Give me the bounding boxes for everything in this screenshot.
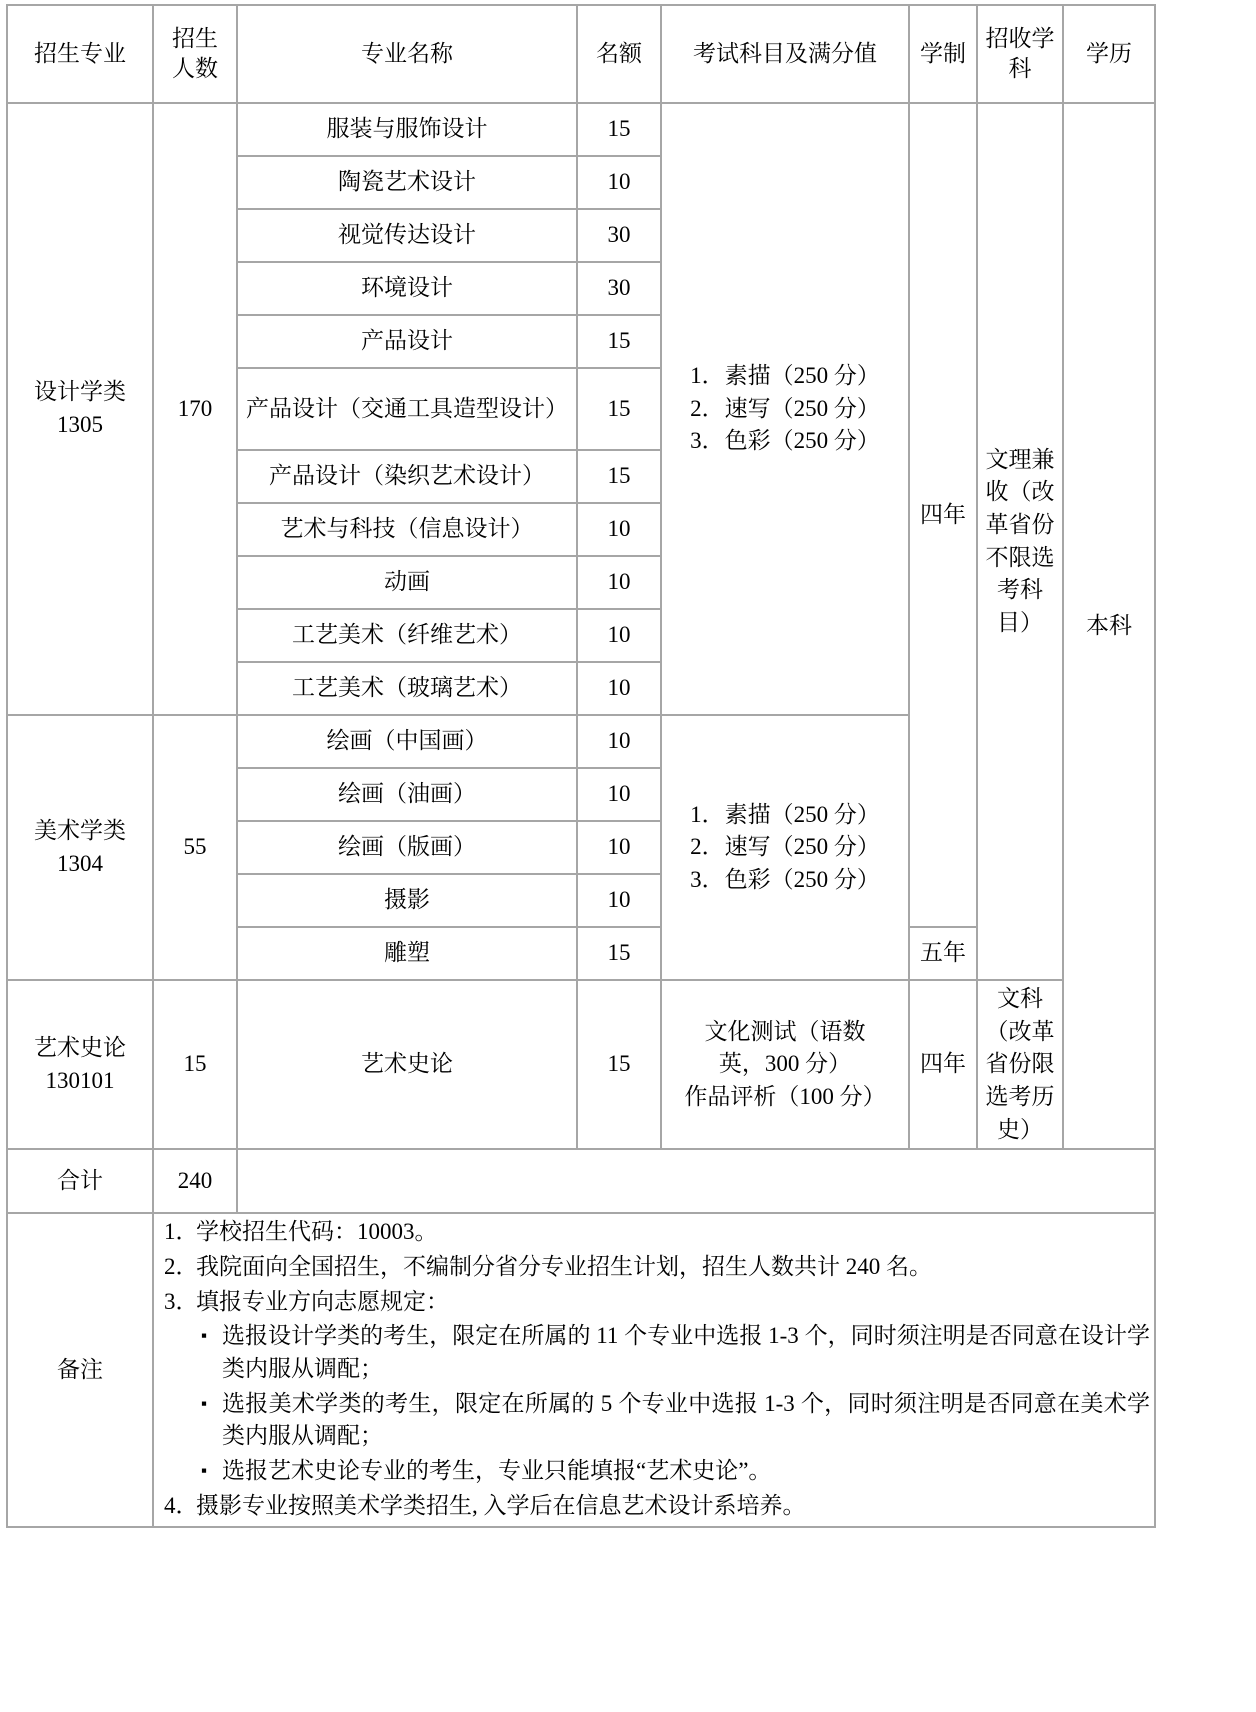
header-degree: 学历 [1063,5,1155,103]
discipline-line: 文理兼 [985,446,1055,472]
major-name: 产品设计（交通工具造型设计） [237,368,577,450]
note-sub-item [158,1455,1150,1488]
major-quota: 30 [577,209,661,262]
header-admitted-discipline-line2: 科 [1008,56,1032,81]
total-label: 合计 [7,1149,153,1213]
header-enrollment-count [153,5,237,103]
major-name: 服装与服饰设计 [237,103,577,156]
major-quota: 15 [577,315,661,368]
major-name: 动画 [237,556,577,609]
major-quota: 10 [577,503,661,556]
category-name: 设计学类 [34,379,126,405]
notes-row [7,1213,1155,1527]
note-text: 我院面向全国招生，不编制分省分专业招生计划，招生人数共计 240 名。 [196,1253,932,1279]
note-number: 3． [164,1288,199,1314]
major-quota: 10 [577,874,661,927]
discipline-line: 革省份 [985,511,1055,537]
note-text: 填报专业方向志愿规定： [196,1288,449,1314]
header-duration: 学制 [909,5,977,103]
table-row [7,980,1155,1149]
total-value: 240 [153,1149,237,1213]
header-admitted-discipline-line1: 招收学 [985,26,1055,52]
major-name: 产品设计（染织艺术设计） [237,450,577,503]
major-name: 陶瓷艺术设计 [237,156,577,209]
group-category-fine-arts [7,715,153,980]
header-enrollment-count-line2: 人数 [172,56,218,81]
discipline-line: 省份限 [985,1051,1055,1077]
major-quota: 15 [577,450,661,503]
group-enrollment-fine-arts: 55 [153,715,237,980]
admissions-plan-table [6,4,1156,1528]
header-admitted-discipline [977,5,1063,103]
group-exam-subjects-fine-arts [661,715,909,980]
note-text: 摄影专业按照美术学类招生, 入学后在信息艺术设计系培养。 [196,1492,806,1518]
note-sub-item [158,1388,1150,1453]
major-name: 艺术与科技（信息设计） [237,503,577,556]
total-blank-cell [237,1149,1155,1213]
discipline-line: 选考历 [985,1083,1055,1109]
discipline-line: 收（改 [985,479,1055,505]
note-number: 2． [164,1253,199,1279]
discipline-line: 不限选 [985,544,1055,570]
header-exam-subjects: 考试科目及满分值 [661,5,909,103]
major-quota: 15 [577,103,661,156]
exam-item: 1．素描（250 分） [690,801,880,827]
group-duration-five-years: 五年 [909,927,977,980]
discipline-line: 文科 [997,986,1043,1011]
major-name: 工艺美术（玻璃艺术） [237,662,577,715]
discipline-line: 史） [997,1116,1043,1142]
note-text: 选报美术学类的考生，限定在所属的 5 个专业中选报 1-3 个，同时须注明是否同意在美术学类内服从调配； [222,1390,1150,1449]
exam-item: 2．速写（250 分） [690,834,880,860]
major-name: 绘画（版画） [237,821,577,874]
note-text: 选报设计学类的考生，限定在所属的 11 个专业中选报 1-3 个，同时须注明是否同意在设计学类内服从调配； [222,1323,1150,1381]
major-name: 视觉传达设计 [237,209,577,262]
note-number: 4． [164,1492,199,1518]
discipline-line: 目） [997,609,1043,635]
major-quota: 15 [577,368,661,450]
major-quota: 10 [577,768,661,821]
exam-line: 英，300 分） [718,1051,852,1077]
bullet-icon: ▪ [200,1460,208,1480]
group-category-art-history [7,980,153,1149]
header-major-category: 招生专业 [7,5,153,103]
major-quota: 30 [577,262,661,315]
major-quota: 10 [577,662,661,715]
group-discipline-design [977,103,1063,980]
major-quota: 10 [577,156,661,209]
table-row [7,103,1155,156]
discipline-line: （改革 [985,1018,1055,1044]
header-enrollment-count-line1: 招生 [172,26,218,52]
header-quota: 名额 [577,5,661,103]
major-name: 艺术史论 [237,980,577,1149]
bullet-icon: ▪ [200,1326,208,1346]
note-text: 选报艺术史论专业的考生，专业只能填报“艺术史论”。 [222,1457,772,1483]
group-exam-subjects-art-history [661,980,909,1149]
major-name: 绘画（中国画） [237,715,577,768]
note-text: 学校招生代码：10003。 [196,1219,438,1245]
note-number: 1． [164,1219,199,1245]
major-name: 雕塑 [237,927,577,980]
major-name: 工艺美术（纤维艺术） [237,609,577,662]
exam-item: 3．色彩（250 分） [690,428,880,454]
note-item [158,1216,1150,1249]
exam-item: 3．色彩（250 分） [690,866,880,892]
major-quota: 15 [577,927,661,980]
major-name: 摄影 [237,874,577,927]
major-quota: 10 [577,821,661,874]
note-item [158,1286,1150,1319]
major-name: 产品设计 [237,315,577,368]
degree-value: 本科 [1063,103,1155,1149]
discipline-line: 考科 [997,577,1043,603]
category-name: 艺术史论 [34,1034,126,1060]
major-quota: 10 [577,609,661,662]
major-quota: 10 [577,715,661,768]
exam-line: 文化测试（语数 [704,1018,866,1044]
exam-item: 2．速写（250 分） [690,395,880,421]
group-duration-four-years: 四年 [909,103,977,927]
exam-item: 1．素描（250 分） [690,363,880,389]
category-code: 1304 [57,850,103,876]
major-name: 环境设计 [237,262,577,315]
header-major-name: 专业名称 [237,5,577,103]
major-quota: 15 [577,980,661,1149]
note-item [158,1251,1150,1284]
total-row [7,1149,1155,1213]
category-code: 1305 [57,412,103,437]
category-name: 美术学类 [34,817,126,843]
exam-line: 作品评析（100 分） [684,1083,886,1109]
major-quota: 10 [577,556,661,609]
notes-label: 备注 [7,1213,153,1527]
table-header-row [7,5,1155,103]
group-enrollment-design: 170 [153,103,237,715]
note-sub-item [158,1320,1150,1385]
note-item [158,1490,1150,1523]
group-duration-art-history: 四年 [909,980,977,1149]
group-exam-subjects-design [661,103,909,715]
group-discipline-art-history [977,980,1063,1149]
group-enrollment-art-history: 15 [153,980,237,1149]
major-name: 绘画（油画） [237,768,577,821]
category-code: 130101 [45,1067,115,1093]
bullet-icon: ▪ [200,1393,208,1413]
notes-body [153,1213,1155,1527]
group-category-design [7,103,153,715]
